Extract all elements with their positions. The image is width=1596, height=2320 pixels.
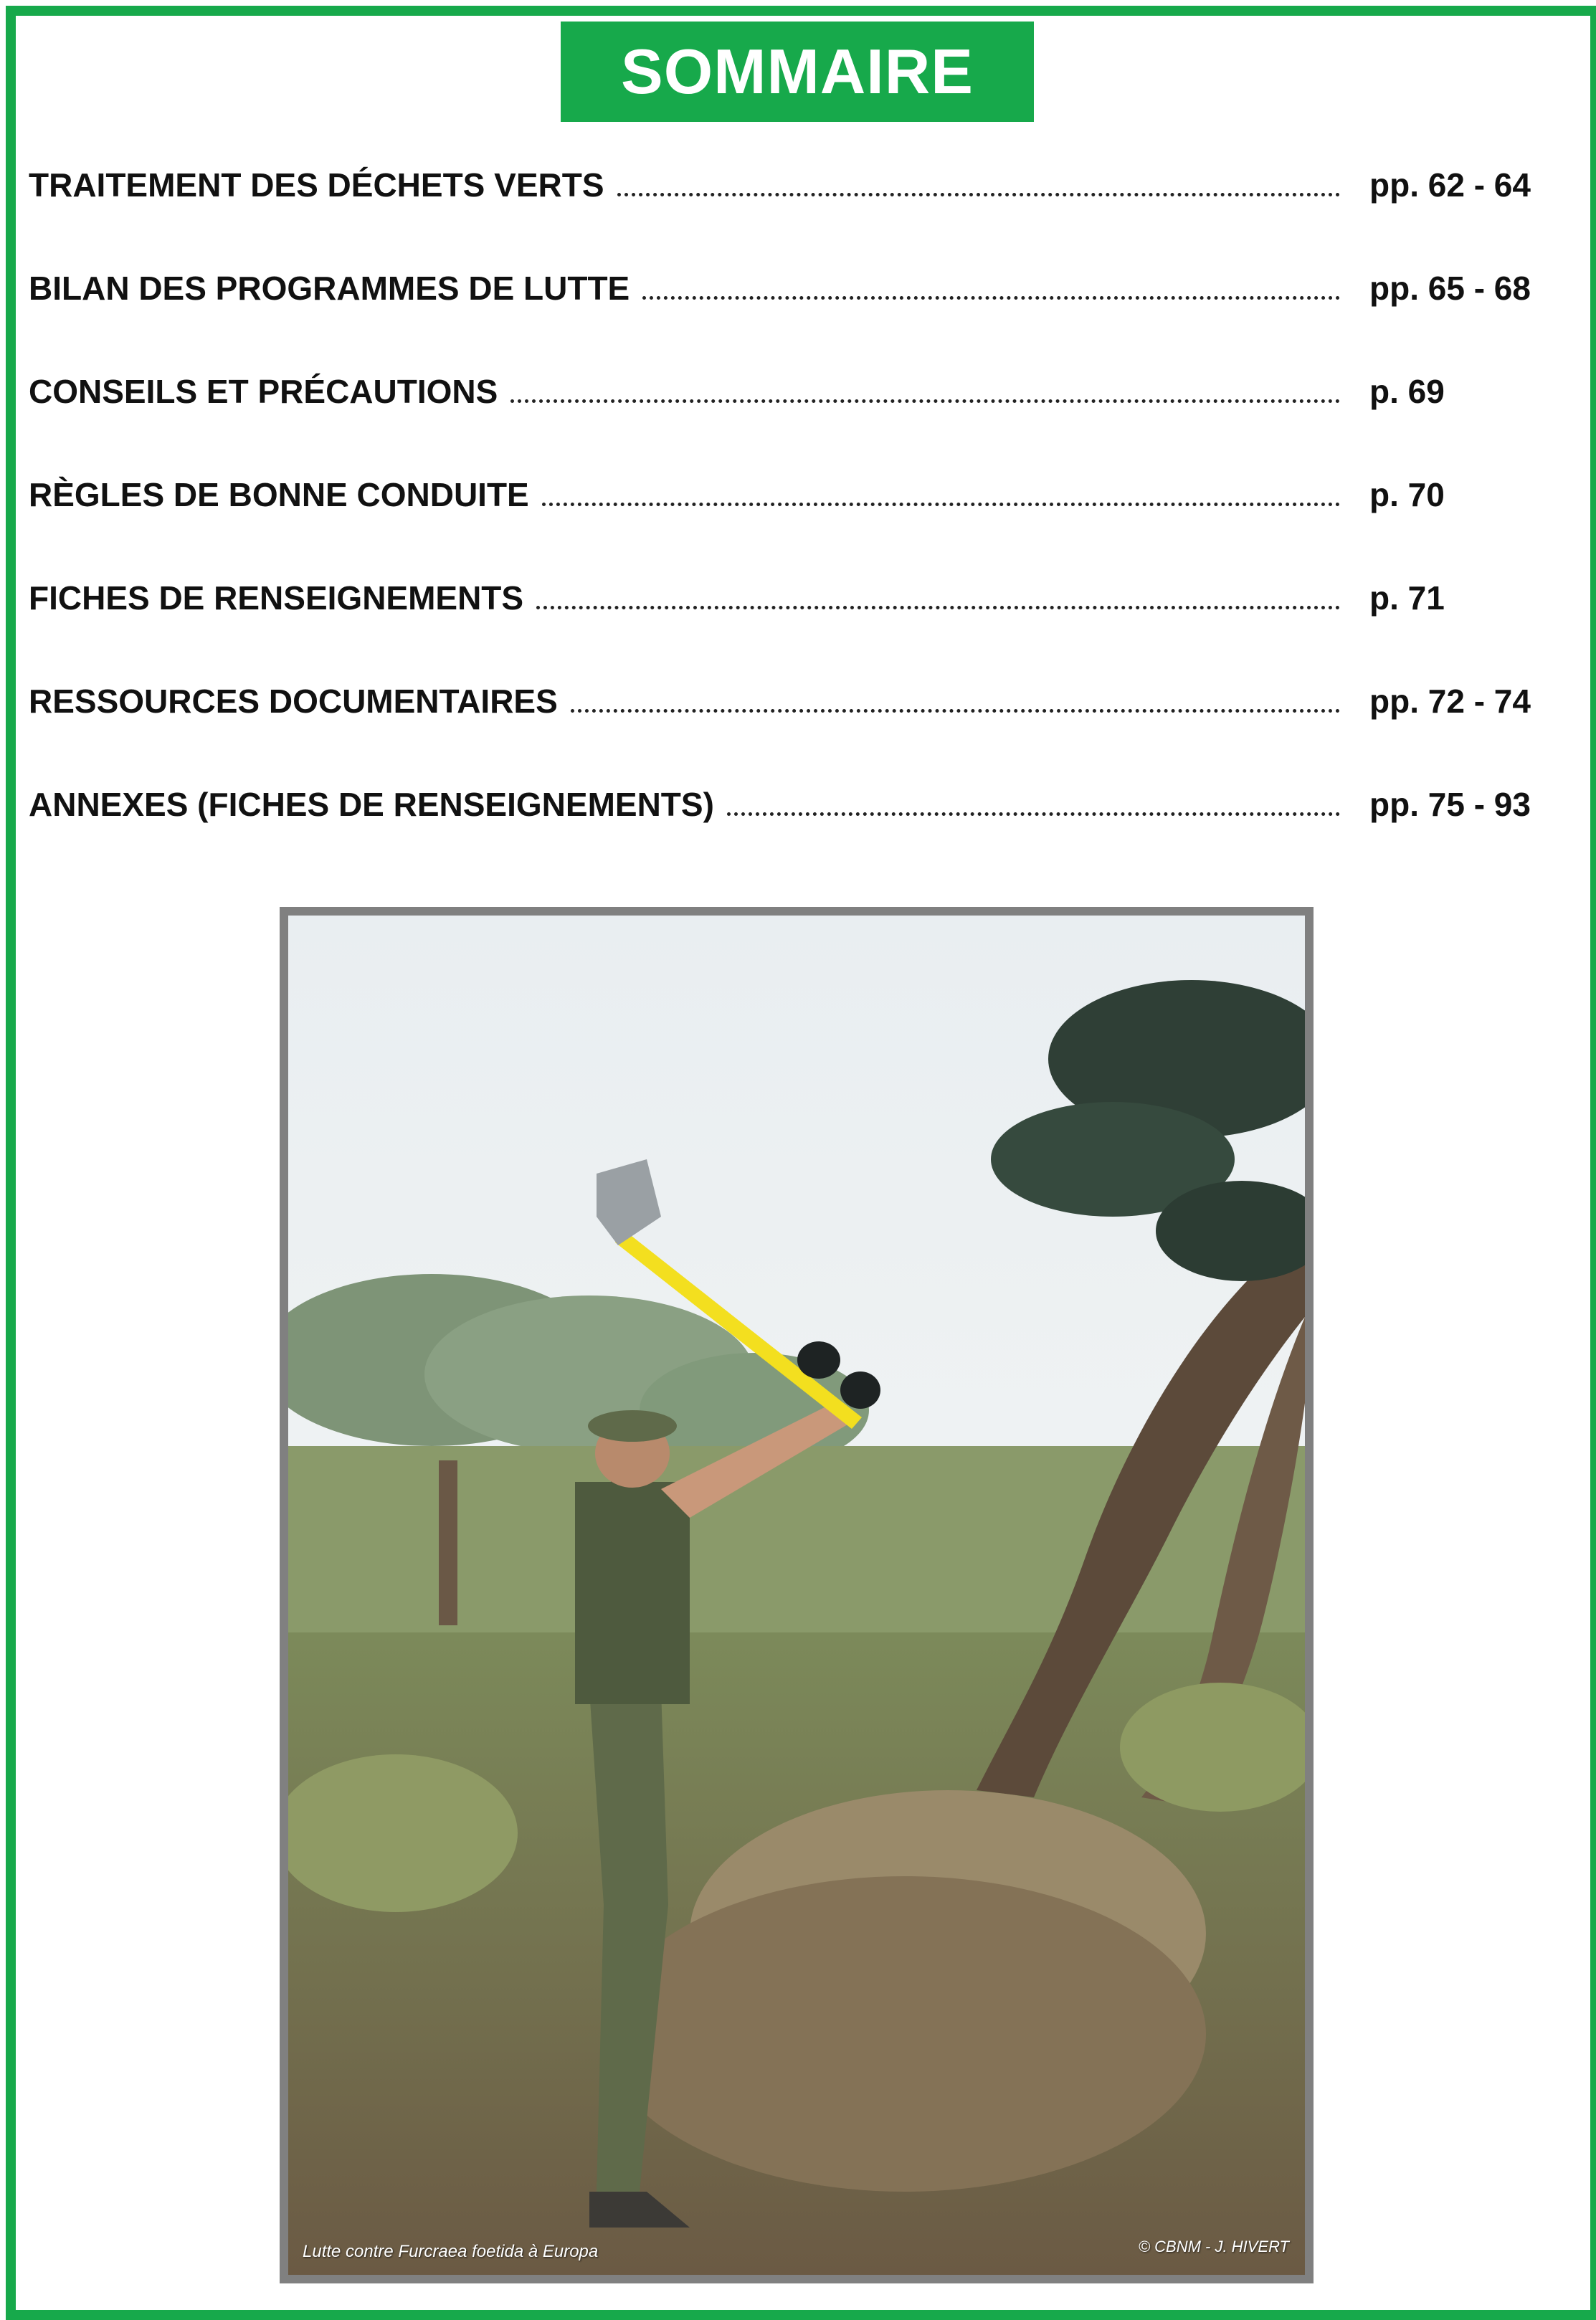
photo-credit: © CBNM - J. HIVERT (1138, 2238, 1289, 2255)
toc-leader-dots (510, 395, 1340, 403)
toc-entry-label: CONSEILS ET PRÉCAUTIONS (29, 373, 498, 410)
toc-leader-dots (536, 602, 1340, 609)
toc-entry-pages: pp. 62 - 64 (1369, 166, 1531, 204)
toc-entry-label: ANNEXES (FICHES DE RENSEIGNEMENTS) (29, 786, 714, 823)
title-banner (561, 22, 1034, 122)
toc-leader-dots (542, 498, 1340, 506)
toc-entry[interactable] (29, 163, 1534, 267)
toc-entry[interactable] (29, 473, 1534, 576)
toc-entry[interactable] (29, 783, 1534, 886)
toc-entry[interactable] (29, 576, 1534, 680)
toc-entry[interactable] (29, 370, 1534, 473)
toc-entry-label: BILAN DES PROGRAMMES DE LUTTE (29, 270, 630, 307)
toc-entry-pages: p. 69 (1369, 373, 1445, 410)
toc-entry-label: RÈGLES DE BONNE CONDUITE (29, 476, 529, 513)
toc-entry-pages: pp. 72 - 74 (1369, 683, 1531, 720)
toc-entry-label: FICHES DE RENSEIGNEMENTS (29, 579, 524, 617)
toc-leader-dots (617, 189, 1340, 196)
toc-entry-pages: pp. 65 - 68 (1369, 270, 1531, 307)
toc-leader-dots (727, 808, 1340, 816)
photo-caption: Lutte contre Furcraea foetida à Europa (303, 2242, 599, 2261)
toc-leader-dots (642, 292, 1340, 300)
page-title: SOMMAIRE (621, 36, 974, 107)
photo-illustration (288, 916, 1305, 2275)
toc-entry-label: TRAITEMENT DES DÉCHETS VERTS (29, 166, 604, 204)
toc-entry-pages: p. 70 (1369, 476, 1445, 513)
toc-entry-pages: pp. 75 - 93 (1369, 786, 1531, 823)
toc-entry-label: RESSOURCES DOCUMENTAIRES (29, 683, 558, 720)
table-of-contents (29, 163, 1534, 886)
toc-entry[interactable] (29, 267, 1534, 370)
toc-leader-dots (571, 705, 1340, 713)
toc-entry-pages: p. 71 (1369, 579, 1445, 617)
field-photo (280, 907, 1314, 2283)
toc-entry[interactable] (29, 680, 1534, 783)
